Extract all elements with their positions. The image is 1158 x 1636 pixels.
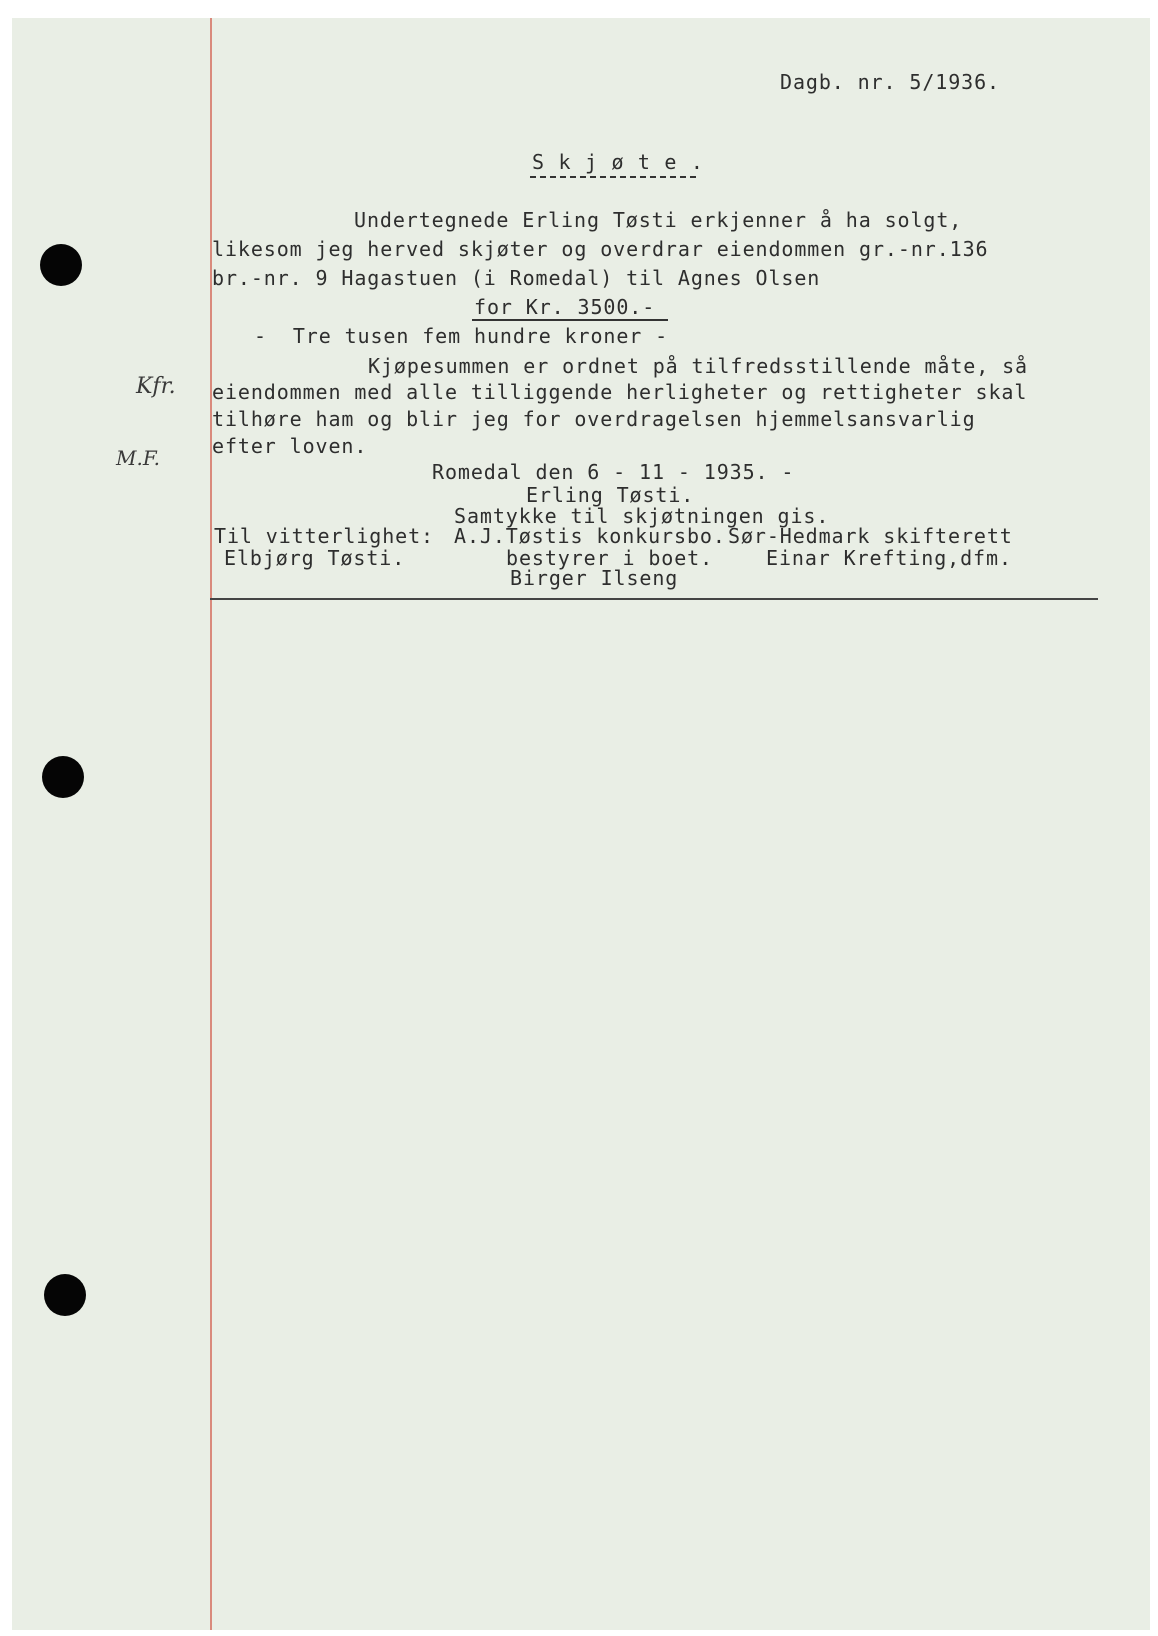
- document-title: S k j ø t e .: [532, 150, 705, 174]
- paragraph-line: tilhøre ham og blir jeg for overdragelsen hjemmelsansvarlig: [212, 407, 976, 431]
- reference-number: Dagb. nr. 5/1936.: [780, 70, 1000, 94]
- paragraph-line: br.-nr. 9 Hagastuen (i Romedal) til Agnes Olsen: [212, 266, 821, 290]
- estate-role: bestyrer i boet.: [506, 546, 714, 570]
- document-page: [12, 18, 1150, 1630]
- paragraph-line: Kjøpesummen er ordnet på tilfredsstillende måte, så: [368, 354, 1028, 378]
- witness-name: Elbjørg Tøsti.: [224, 546, 406, 570]
- price-underline: [472, 319, 668, 321]
- margin-note: Kfr.: [136, 374, 176, 399]
- price-in-words: - Tre tusen fem hundre kroner -: [254, 324, 669, 348]
- estate-name: A.J.Tøstis konkursbo.: [454, 524, 726, 548]
- witness-label: Til vitterlighet:: [214, 524, 434, 548]
- estate-manager: Birger Ilseng: [510, 566, 679, 590]
- margin-note: M.F.: [116, 446, 160, 470]
- paragraph-line: likesom jeg herved skjøter og overdrar eiendommen gr.-nr.136: [212, 237, 989, 261]
- paragraph-line: efter loven.: [212, 434, 368, 458]
- consent-line: Samtykke til skjøtningen gis.: [454, 504, 830, 528]
- court-judge: Einar Krefting,dfm.: [766, 546, 1012, 570]
- price-line: for Kr. 3500.-: [474, 295, 656, 319]
- punch-hole-icon: [42, 756, 84, 798]
- punch-hole-icon: [40, 244, 82, 286]
- divider-rule: [210, 598, 1098, 600]
- paragraph-line: Undertegnede Erling Tøsti erkjenner å ha solgt,: [354, 208, 963, 232]
- place-date: Romedal den 6 - 11 - 1935. -: [432, 460, 795, 484]
- paragraph-line: eiendommen med alle tilliggende herligheter og rettigheter skal: [212, 380, 1028, 404]
- court-name: Sør-Hedmark skifterett: [728, 524, 1013, 548]
- title-underline: [530, 176, 696, 178]
- punch-hole-icon: [44, 1274, 86, 1316]
- seller-signature: Erling Tøsti.: [526, 483, 695, 507]
